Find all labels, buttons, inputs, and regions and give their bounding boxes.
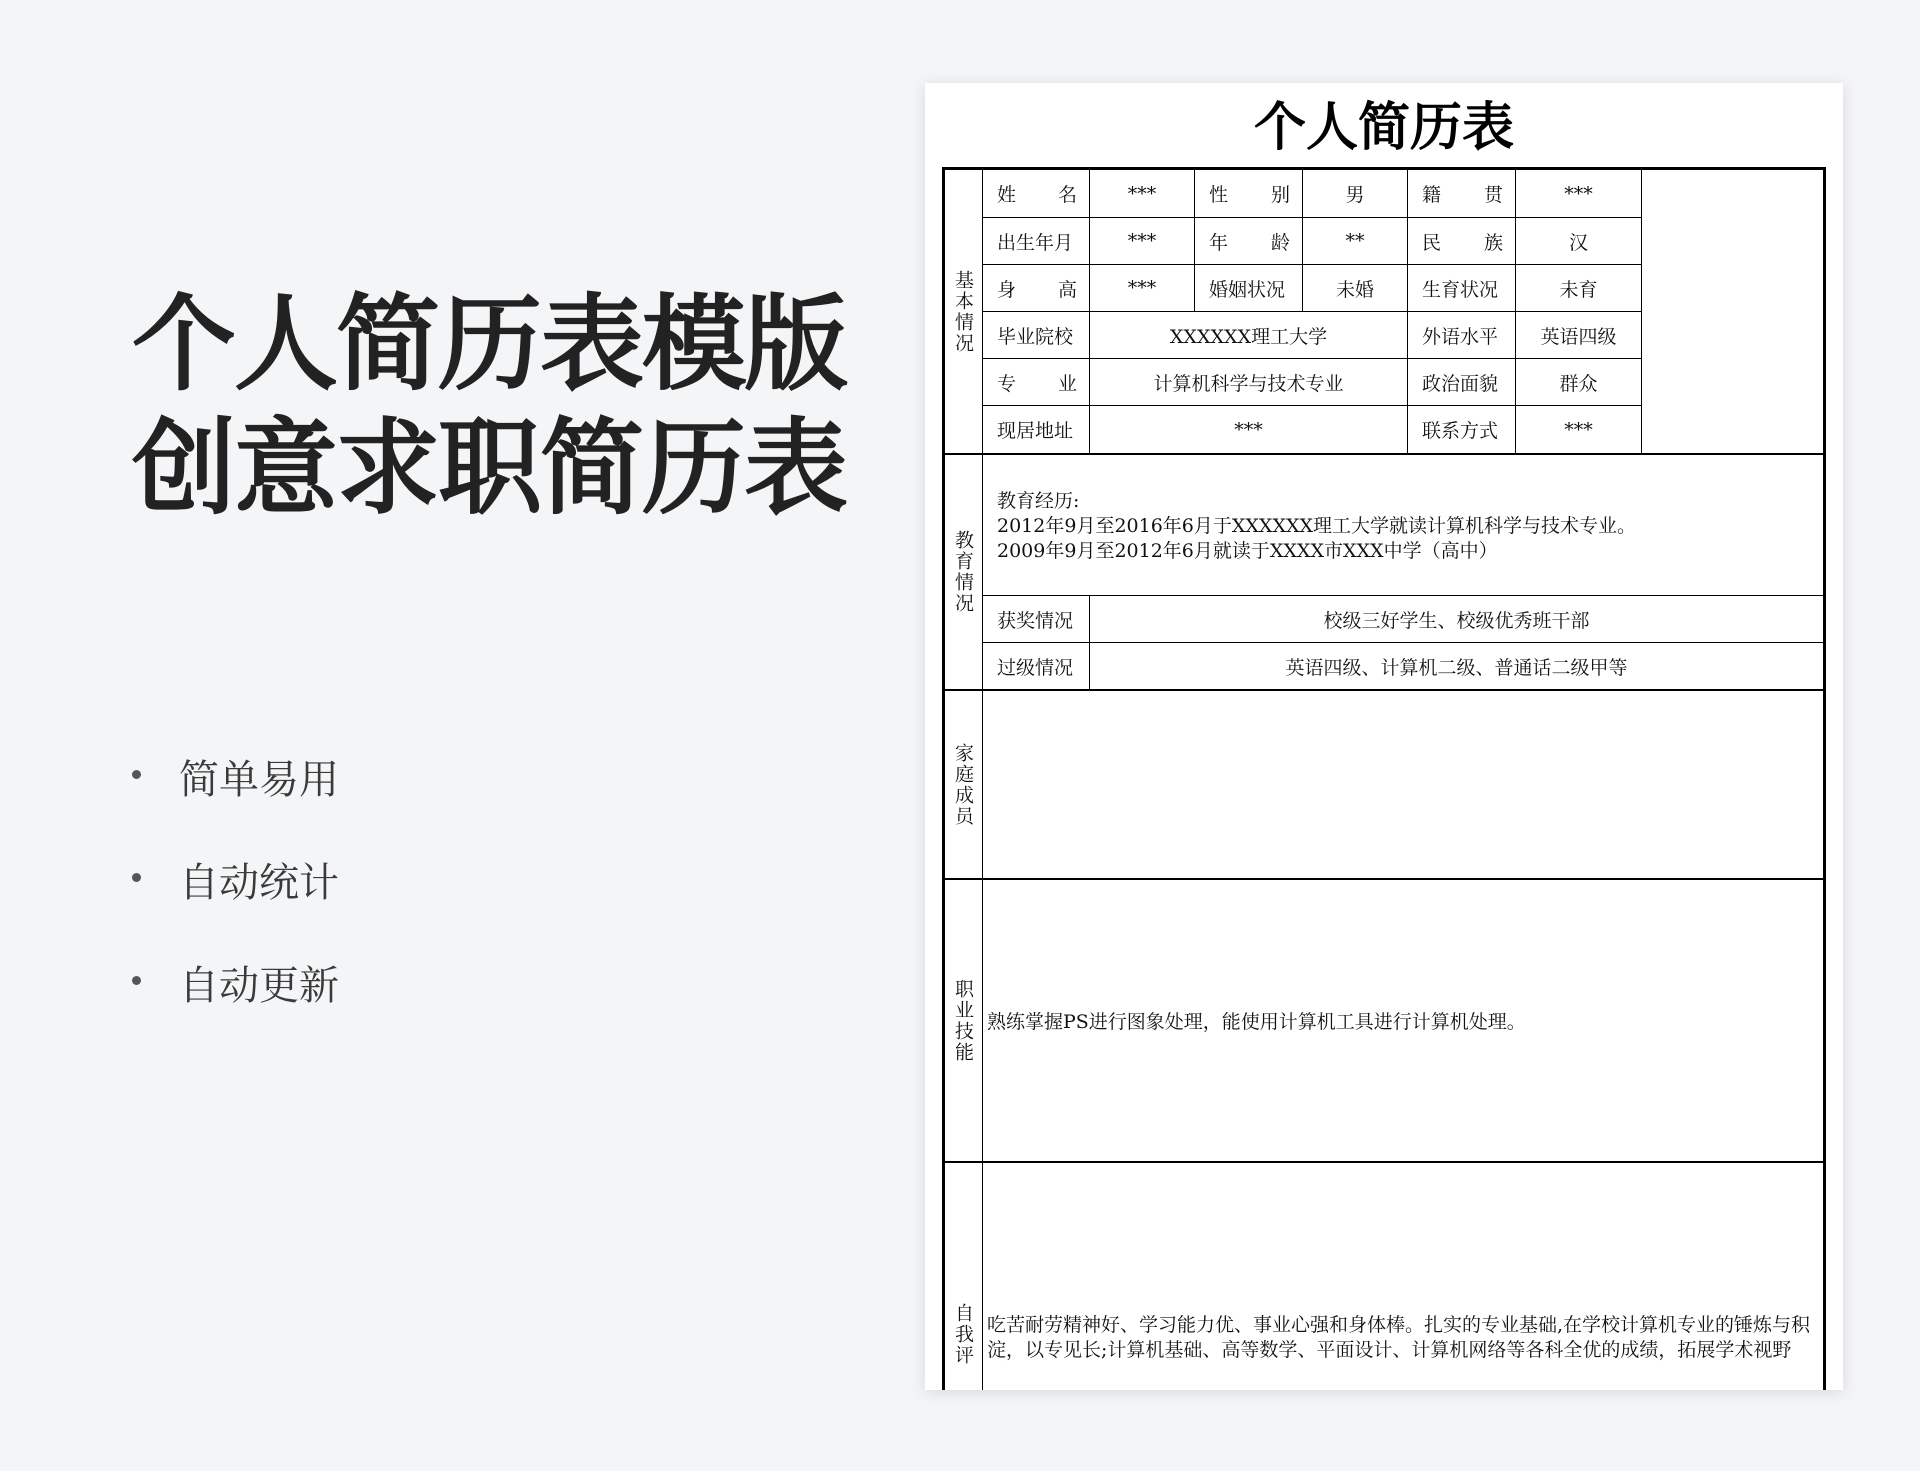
section-label-family: 家庭成员 xyxy=(945,689,982,878)
education-line: 2012年9月至2016年6月于XXXXXX理工大学就读计算机科学与技术专业。 xyxy=(997,515,1637,537)
fertility-value: 未育 xyxy=(1515,264,1641,311)
bullet-dot-icon xyxy=(132,873,141,882)
bullet-dot-icon xyxy=(132,976,141,985)
school-value: XXXXXX理工大学 xyxy=(1089,311,1407,358)
promo-headline xyxy=(132,282,846,530)
certificates-label: 过级情况 xyxy=(982,642,1089,689)
height-label: 身 高 xyxy=(982,264,1089,311)
address-label: 现居地址 xyxy=(982,405,1089,453)
feature-item xyxy=(132,748,339,851)
birth-value: *** xyxy=(1089,217,1194,264)
ethnic-value: 汉 xyxy=(1515,217,1641,264)
skills-text: 熟练掌握PS进行图象处理，能使用计算机工具进行计算机处理。 xyxy=(982,878,1823,1161)
contact-label: 联系方式 xyxy=(1407,405,1515,453)
section-label-basic: 基本情况 xyxy=(952,269,974,354)
certificates-value: 英语四级、计算机二级、普通话二级甲等 xyxy=(1089,642,1823,689)
marital-label: 婚姻状况 xyxy=(1194,264,1302,311)
family-members-area xyxy=(982,689,1823,878)
self-eval-text: 吃苦耐劳精神好、学习能力优、事业心强和身体棒。扎实的专业基础,在学校计算机专业的锤炼与积淀，以专见长;计算机基础、高等数学、平面设计、计算机网络等各科全优的成绩，拓展学术视野 xyxy=(982,1161,1823,1390)
feature-item xyxy=(132,851,339,954)
feature-list xyxy=(132,748,339,1057)
education-heading: 教育经历: xyxy=(997,490,1080,512)
age-label: 年 龄 xyxy=(1194,217,1302,264)
language-label: 外语水平 xyxy=(1407,311,1515,358)
origin-value: *** xyxy=(1515,170,1641,217)
gender-value: 男 xyxy=(1302,170,1407,217)
major-label: 专 业 xyxy=(982,358,1089,405)
fertility-label: 生育状况 xyxy=(1407,264,1515,311)
marital-value: 未婚 xyxy=(1302,264,1407,311)
section-label-education: 教育情况 xyxy=(945,453,982,689)
address-value: *** xyxy=(1089,405,1407,453)
contact-value: *** xyxy=(1515,405,1641,453)
awards-label: 获奖情况 xyxy=(982,595,1089,642)
education-history xyxy=(982,453,1823,595)
bullet-dot-icon xyxy=(132,770,141,779)
resume-table xyxy=(942,167,1826,1390)
feature-item xyxy=(132,954,339,1057)
feature-label: 简单易用 xyxy=(179,757,339,803)
section-label-self-eval: 自我评 xyxy=(945,1161,982,1390)
ethnic-label: 民 族 xyxy=(1407,217,1515,264)
gender-label: 性 别 xyxy=(1194,170,1302,217)
photo-area xyxy=(1641,170,1823,453)
feature-label: 自动更新 xyxy=(179,963,339,1009)
name-value: *** xyxy=(1089,170,1194,217)
resume-document xyxy=(925,83,1843,1390)
headline-line-1: 个人简历表模版 xyxy=(132,283,847,405)
height-value: *** xyxy=(1089,264,1194,311)
name-label: 姓 名 xyxy=(982,170,1089,217)
education-line: 2009年9月至2012年6月就读于XXXX市XXX中学（高中） xyxy=(997,540,1498,562)
major-value: 计算机科学与技术专业 xyxy=(1089,358,1407,405)
feature-label: 自动统计 xyxy=(179,860,339,906)
school-label: 毕业院校 xyxy=(982,311,1089,358)
origin-label: 籍 贯 xyxy=(1407,170,1515,217)
birth-label: 出生年月 xyxy=(982,217,1089,264)
section-label-skills: 职业技能 xyxy=(945,878,982,1161)
resume-title: 个人简历表 xyxy=(1253,97,1514,158)
awards-value: 校级三好学生、校级优秀班干部 xyxy=(1089,595,1823,642)
headline-line-2: 创意求职简历表 xyxy=(132,407,847,529)
age-value: ** xyxy=(1302,217,1407,264)
language-value: 英语四级 xyxy=(1515,311,1641,358)
political-value: 群众 xyxy=(1515,358,1641,405)
political-label: 政治面貌 xyxy=(1407,358,1515,405)
